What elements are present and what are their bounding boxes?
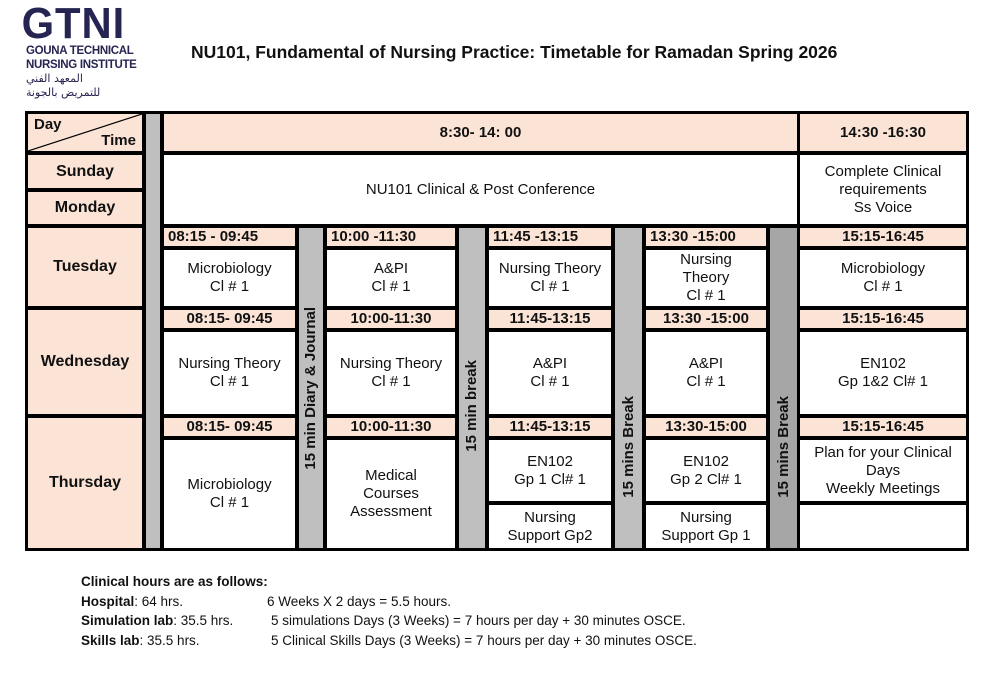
session-line: A&PI [688,355,724,372]
session-line: Cl # 1 [209,373,250,390]
session-line: Cl # 1 [686,373,726,390]
wed-time-4: 13:30 -15:00 [646,310,766,328]
session-line: Gp 1 Cl# 1 [514,470,586,488]
separator-strip [146,114,160,548]
day-tuesday: Tuesday [28,228,142,306]
wed-session-5 [800,332,966,414]
logo-line-2: NURSING INSTITUTE [26,59,137,71]
session-line: Complete Clinical [824,162,942,180]
break-15-mins-1 [615,228,642,548]
thu-time-1: 08:15- 09:45 [164,418,295,436]
break-15-mins-2 [770,228,797,548]
wed-time-2: 10:00-11:30 [327,310,455,328]
session-line: Assessment [350,503,432,520]
notes-hours: : 35.5 hrs. [173,613,234,628]
break-label: 15 mins Break [619,396,637,498]
session-line: A&PI [532,355,568,372]
tue-session-1 [164,250,295,306]
session-line: Theory [682,269,730,286]
tue-time-3: 11:45 -13:15 [489,228,611,246]
session-line: Cl # 1 [371,373,411,390]
day-thursday: Thursday [28,418,142,548]
wed-session-4 [646,332,766,414]
day-sunday: Sunday [28,155,142,188]
session-line: requirements [839,180,927,198]
tue-session-4 [646,250,766,306]
session-line: Nursing Theory [178,355,281,372]
tue-time-4: 13:30 -15:00 [646,228,766,246]
session-line: Cl # 1 [863,278,903,295]
tue-time-2: 10:00 -11:30 [327,228,455,246]
session-line: Plan for your Clinical [814,443,952,461]
session-line: Cl # 1 [686,287,726,304]
notes-label: Skills lab [81,632,140,648]
notes-detail: 6 Weeks X 2 days = 5.5 hours. [267,593,451,609]
thu-session-4 [646,440,766,501]
notes-detail: 5 Clinical Skills Days (3 Weeks) = 7 hours per day + 30 minutes OSCE. [271,632,697,648]
wed-session-1 [164,332,295,414]
thu-time-2: 10:00-11:30 [327,418,455,436]
thu-time-3: 11:45-13:15 [489,418,611,436]
tue-session-5 [800,250,966,306]
thu-session-1 [164,440,295,548]
session-line: Ss Voice [853,198,913,216]
logo-line-1: GOUNA TECHNICAL [26,45,134,57]
wed-time-1: 08:15- 09:45 [164,310,295,328]
session-line: Courses [363,485,419,502]
thu-session-3 [489,440,611,501]
notes-label: Simulation lab [81,613,174,628]
session-line: Microbiology [187,476,272,493]
thu-sub-session-3 [489,505,611,548]
notes-detail: 5 simulations Days (3 Weeks) = 7 hours per day + 30 minutes OSCE. [271,613,686,628]
notes-row-simulation [81,611,686,631]
sun-mon-clinical-session: NU101 Clinical & Post Conference [164,155,797,224]
notes-label: Hospital [81,593,135,609]
corner-day-label: Day [34,116,62,133]
session-line: Cl # 1 [371,278,411,295]
session-line: Cl # 1 [530,278,570,295]
break-label: 15 mins Break [774,396,792,498]
day-wednesday: Wednesday [28,310,142,414]
wed-time-5: 15:15-16:45 [800,310,966,328]
logo-arabic-2: للتمريض بالجونة [26,86,101,99]
thu-time-5: 15:15-16:45 [800,418,966,436]
notes-hours: : 64 hrs. [134,593,184,609]
break-diary-journal [299,228,323,548]
session-line: Gp 2 Cl# 1 [670,470,742,488]
session-line: EN102 [683,452,729,470]
session-line: Medical [365,467,417,484]
tue-time-5: 15:15-16:45 [800,228,966,246]
session-line: Weekly Meetings [826,479,940,497]
break-label: 15 min break [463,360,480,452]
thu-sub-session-4 [646,505,766,548]
session-line: Days [865,461,901,479]
session-line: EN102 [527,452,573,470]
session-line: Nursing [524,508,576,526]
session-line: Cl # 1 [530,373,570,390]
notes-hours: : 35.5 hrs. [139,632,200,648]
tue-session-2 [327,250,455,306]
session-line: Gp 1&2 Cl# 1 [837,373,929,390]
logo-acronym: GTNI [21,0,126,48]
thu-time-4: 13:30-15:00 [646,418,766,436]
notes-heading: Clinical hours are as follows: [81,574,268,589]
session-line: A&PI [373,260,409,277]
session-line: Nursing [680,251,732,268]
wed-session-2 [327,332,455,414]
wed-session-3 [489,332,611,414]
session-line: Nursing [680,508,732,526]
thu-sub-session-5-empty [800,505,966,548]
corner-header [28,114,142,151]
break-15-min [459,228,485,548]
clinical-hours-notes [81,572,697,650]
session-line: Nursing Theory [339,355,443,372]
session-line: Nursing Theory [498,260,602,277]
session-line: Cl # 1 [209,494,250,511]
break-label: 15 min Diary & Journal [302,306,319,470]
logo-arabic-1: المعهد الفني [26,72,83,85]
day-monday: Monday [28,192,142,224]
sun-mon-late-session [800,155,966,224]
tue-time-1: 08:15 - 09:45 [164,228,295,246]
thu-session-5 [800,440,966,501]
institute-logo [21,0,161,104]
notes-row-hospital [81,592,451,612]
session-line: EN102 [860,355,906,372]
timetable [25,111,969,551]
header-late-slot: 14:30 -16:30 [800,114,966,151]
header-main-slot: 8:30- 14: 00 [164,114,797,151]
session-line: Cl # 1 [209,278,250,295]
notes-row-skills [81,631,697,651]
thu-session-2 [327,440,455,548]
tue-session-3 [489,250,611,306]
session-line: Support Gp 1 [661,526,751,544]
wed-time-3: 11:45-13:15 [489,310,611,328]
session-line: Microbiology [840,260,926,277]
session-line: Support Gp2 [507,526,593,544]
page-title: NU101, Fundamental of Nursing Practice: Timetable for Ramadan Spring 2026 [191,42,838,62]
corner-time-label: Time [101,132,136,149]
session-line: Microbiology [187,260,272,277]
